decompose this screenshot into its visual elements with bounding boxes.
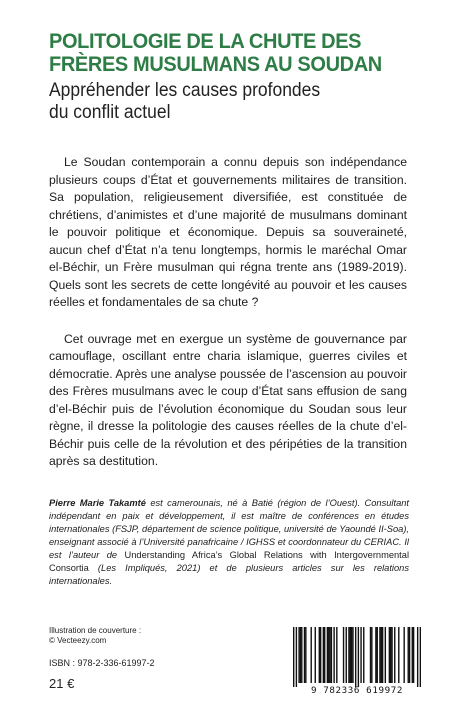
back-cover-blurb bbox=[49, 154, 407, 471]
barcode-bar bbox=[298, 627, 299, 683]
barcode-bar bbox=[352, 627, 353, 683]
barcode-bar bbox=[320, 627, 321, 683]
barcode-bar bbox=[324, 627, 325, 683]
barcode-bar bbox=[375, 627, 376, 683]
blurb-paragraph-1: Le Soudan contemporain a connu depuis son indépendance plusieurs coups d’État et gouvernements militaires de transition. Sa population, religieusement diversifiée, est constituée de chrétiens, d’animistes et d’une majorité de musulmans dominant le pouvoir politique et économique. Depuis sa souveraineté, aucun chef d’État n’a tenu longtemps, hormis le maréchal Omar el-Béchir, un Frère musulman qui régna trente ans (1989-2019). Quels sont les secrets de cette longévité au pouvoir et les causes réelles et fondamentales de sa chute ? bbox=[49, 155, 407, 309]
barcode-bar bbox=[346, 627, 347, 683]
barcode-bar bbox=[381, 627, 382, 683]
barcode-bar bbox=[333, 627, 334, 683]
bio-text-2: (Les Impliqués, 2021) et de plusieurs articles sur les relations internationales. bbox=[49, 563, 409, 586]
barcode-bar bbox=[413, 627, 414, 683]
barcode-bar bbox=[323, 627, 324, 683]
bio-book-title: Understanding Africa’s Global Relations with Intergovernmental Consortia bbox=[49, 550, 410, 573]
blurb-paragraph-2: Cet ouvrage met en exergue un système de gouvernance par camouflage, oscillant entre charia islamique, guerres civiles et démocratie. Après une analyse poussée de l’ascension au pouvoir des Frères musulmans avec le coup d’État sans effusion de sang d’el-Béchir puis de l’évolution économique du Soudan sous leur règne, il dresse la politologie des causes réelles de la chute d’el-Béchir puis celle de la révolution et des péripéties de la transition après sa destitution. bbox=[49, 331, 407, 468]
barcode-bar bbox=[391, 627, 392, 683]
barcode bbox=[293, 627, 421, 699]
book-title bbox=[49, 30, 402, 76]
barcode-bar bbox=[379, 627, 380, 683]
title-line-1: POLITOLOGIE DE LA CHUTE DES bbox=[49, 29, 362, 53]
credit-line-1: Illustration de couverture : bbox=[49, 626, 142, 635]
barcode-bar bbox=[328, 627, 329, 683]
barcode-bar bbox=[350, 627, 351, 683]
barcode-bar bbox=[408, 627, 409, 683]
author-bio bbox=[49, 497, 409, 588]
barcode-bar bbox=[417, 627, 418, 687]
barcode-bar bbox=[293, 627, 294, 687]
barcode-bar bbox=[348, 627, 349, 683]
title-line-2: FRÈRES MUSULMANS AU SOUDAN bbox=[49, 52, 382, 76]
price: 21 € bbox=[49, 676, 75, 691]
barcode-bar bbox=[301, 627, 302, 683]
cover-illustration-credit bbox=[49, 626, 141, 646]
barcode-bar bbox=[351, 627, 352, 683]
barcode-bar bbox=[377, 627, 378, 683]
credit-line-2: © Vecteezy.com bbox=[49, 636, 107, 645]
barcode-bar bbox=[358, 627, 359, 687]
barcode-bar bbox=[398, 627, 399, 683]
barcode-bar bbox=[394, 627, 395, 683]
author-name: Pierre Marie Takamté bbox=[49, 498, 146, 508]
barcode-bar bbox=[311, 627, 312, 683]
barcode-bar bbox=[296, 627, 297, 687]
barcode-digits: 9 782336 619972 bbox=[311, 685, 403, 696]
barcode-bar bbox=[409, 627, 410, 683]
barcode-bar bbox=[389, 627, 390, 683]
barcode-bars bbox=[293, 627, 421, 687]
barcode-bar bbox=[329, 627, 330, 683]
subtitle-line-1: Appréhender les causes profondes bbox=[49, 80, 321, 101]
barcode-bar bbox=[331, 627, 332, 683]
barcode-bar bbox=[319, 627, 320, 683]
barcode-bar bbox=[390, 627, 391, 683]
barcode-bar bbox=[385, 627, 386, 683]
barcode-bar bbox=[336, 627, 337, 683]
barcode-bar bbox=[403, 627, 404, 683]
barcode-bar bbox=[363, 627, 364, 683]
bio-text-1: est camerounais, né à Batié (région de l’Ouest). Consultant indépendant en paix et développement, il est maître de conférences en études internationales (FSJP, département de science politique, université de Yaoundé II-Soa), enseignant associé à l’Université panafricaine / IGHSS et coordonnateur du CERIAC. Il est l’auteur de bbox=[49, 498, 409, 560]
barcode-bar bbox=[327, 627, 328, 683]
isbn: ISBN : 978-2-336-61997-2 bbox=[49, 658, 155, 668]
barcode-bar bbox=[360, 627, 361, 683]
barcode-bar bbox=[412, 627, 413, 683]
barcode-bar bbox=[370, 627, 371, 683]
subtitle-line-2: du conflit actuel bbox=[49, 102, 171, 123]
barcode-bar bbox=[343, 627, 344, 683]
barcode-bar bbox=[300, 627, 301, 683]
barcode-bar bbox=[315, 627, 316, 683]
barcode-bar bbox=[355, 627, 356, 687]
barcode-bar bbox=[305, 627, 306, 683]
barcode-bar bbox=[420, 627, 421, 687]
barcode-bar bbox=[304, 627, 305, 683]
book-subtitle bbox=[49, 80, 399, 124]
barcode-bar bbox=[382, 627, 383, 683]
barcode-bar bbox=[371, 627, 372, 683]
